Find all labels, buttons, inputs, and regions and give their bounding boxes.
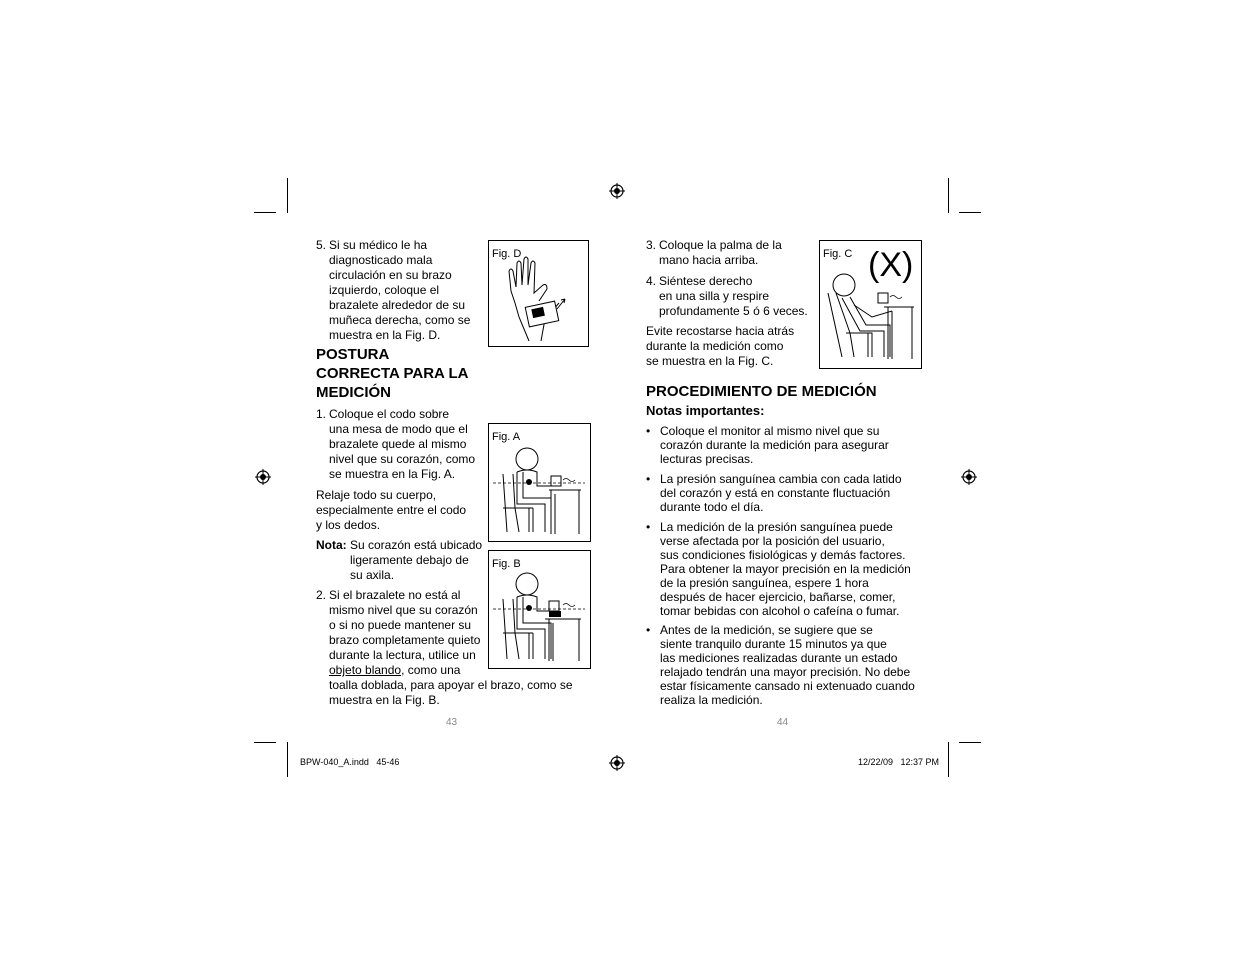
text-line: Siéntese derecho xyxy=(659,274,753,288)
text-line: mismo nivel que su corazón xyxy=(329,603,478,617)
text-line: estar físicamente cansado ni extenuado cuando xyxy=(660,679,915,693)
text-line: lecturas precisas. xyxy=(660,452,754,466)
heading-line: POSTURA xyxy=(316,346,390,363)
text-line: ligeramente debajo de xyxy=(350,553,469,567)
bullet-mark: • xyxy=(646,472,651,486)
text-line: Su corazón está ubicado xyxy=(350,538,483,552)
note-bullet xyxy=(646,472,926,514)
registration-mark-icon xyxy=(961,469,977,485)
figure-label: Fig. D xyxy=(492,248,522,260)
note-block xyxy=(316,538,491,583)
crop-mark xyxy=(948,178,949,213)
figure-d xyxy=(488,240,589,347)
crop-mark xyxy=(287,178,288,213)
text-line: especialmente entre el codo xyxy=(316,503,467,517)
text-line xyxy=(329,663,591,678)
bullet-text xyxy=(660,424,926,466)
crop-mark xyxy=(959,742,981,743)
text-line: muñeca derecha, como se xyxy=(329,313,471,327)
underlined-term: objeto blando xyxy=(329,663,402,677)
text-line: Coloque el codo sobre xyxy=(329,407,450,421)
figure-c xyxy=(819,240,922,369)
step-number: 5. xyxy=(316,238,327,252)
step-1 xyxy=(316,407,491,482)
text-line: Para obtener la mayor precisión en la medición xyxy=(660,562,911,576)
text-line: profundamente 5 ó 6 veces. xyxy=(659,304,808,318)
registration-mark-icon xyxy=(609,755,625,771)
text-line: muestra en la Fig. D. xyxy=(329,328,441,342)
step-text xyxy=(329,588,591,708)
step-text xyxy=(659,274,821,319)
heading-line: MEDICIÓN xyxy=(316,384,391,401)
text-line: La medición de la presión sanguínea puede xyxy=(660,520,893,534)
slug-file-name: BPW-040_A.indd 45-46 xyxy=(300,757,400,767)
figure-label: Fig. A xyxy=(492,431,521,443)
note-text xyxy=(350,538,491,583)
text-line: Antes de la medición, se sugiere que se xyxy=(660,623,873,637)
text-line: realiza la medición. xyxy=(660,693,763,707)
text-line: izquierdo, coloque el xyxy=(329,283,440,297)
text-line: Coloque la palma de la xyxy=(659,238,782,252)
text-line: Si el brazalete no está al xyxy=(329,588,461,602)
bullet-mark: • xyxy=(646,520,651,534)
text-line: se muestra en la Fig. C. xyxy=(646,354,774,368)
bullet-text xyxy=(660,623,926,707)
step-number: 4. xyxy=(646,274,657,288)
text-line: Relaje todo su cuerpo, xyxy=(316,488,437,502)
text-line: Coloque el monitor al mismo nivel que su xyxy=(660,424,880,438)
step-2 xyxy=(316,588,591,708)
bullet-text xyxy=(660,472,926,514)
figure-a xyxy=(488,423,591,542)
relax-paragraph xyxy=(316,488,491,533)
text-line: una mesa de modo que el xyxy=(329,422,468,436)
registration-mark-icon xyxy=(609,183,625,199)
text-line: de la presión sanguínea, espere 1 hora xyxy=(660,576,869,590)
text-line: verse afectada por la posición del usuario, xyxy=(660,534,885,548)
text-line: durante la medición como xyxy=(646,339,784,353)
slug-timestamp: 12/22/09 12:37 PM xyxy=(858,757,940,767)
text-line: durante todo el día. xyxy=(660,500,764,514)
page-number-left: 43 xyxy=(446,717,458,728)
text-line: toalla doblada, para apoyar el brazo, como se xyxy=(329,678,573,692)
subheading-important-notes: Notas importantes: xyxy=(646,403,765,418)
text-line: se muestra en la Fig. A. xyxy=(329,467,456,481)
step-number: 1. xyxy=(316,407,327,421)
text-line: del corazón y está en constante fluctuación xyxy=(660,486,891,500)
crop-mark xyxy=(959,212,981,213)
text-line: relajado tendrán una mayor precisión. No debe xyxy=(660,665,911,679)
note-label: Nota: xyxy=(316,538,347,552)
text-line: diagnosticado mala xyxy=(329,253,433,267)
text-line: en una silla y respire xyxy=(659,289,770,303)
figure-label: Fig. C xyxy=(823,248,853,260)
wrist-monitor-illustration xyxy=(489,241,588,346)
text-line: Evite recostarse hacia atrás xyxy=(646,324,795,338)
crop-mark xyxy=(254,212,276,213)
text-line: La presión sanguínea cambia con cada latido xyxy=(660,472,902,486)
text-line: su axila. xyxy=(350,568,395,582)
leaning-back-illustration xyxy=(820,241,921,368)
note-bullet xyxy=(646,424,926,466)
step-number: 2. xyxy=(316,588,327,602)
heading-line: CORRECTA PARA LA xyxy=(316,365,469,382)
registration-mark-icon xyxy=(255,469,271,485)
avoid-paragraph xyxy=(646,324,821,369)
note-bullet xyxy=(646,623,926,707)
text-line: nivel que su corazón, como xyxy=(329,452,476,466)
text-line: durante la lectura, utilice un xyxy=(329,648,476,662)
correct-posture-illustration xyxy=(489,424,590,541)
step-text xyxy=(659,238,816,268)
step-text xyxy=(329,238,486,343)
text-line: y los dedos. xyxy=(316,518,381,532)
text-line: sus condiciones fisiológicas y demás factores. xyxy=(660,548,906,562)
text-line: brazalete quede al mismo xyxy=(329,437,467,451)
text-line: tomar bebidas con alcohol o cafeína o fumar. xyxy=(660,604,900,618)
note-bullet xyxy=(646,520,926,618)
section-heading-posture xyxy=(316,345,496,402)
text-fragment: , como una xyxy=(401,663,461,677)
text-line: corazón durante la medición para asegurar xyxy=(660,438,889,452)
text-line: o si no puede mantener su xyxy=(329,618,472,632)
text-line: siente tranquilo durante 15 minutos ya que xyxy=(660,637,887,651)
step-4 xyxy=(646,274,821,319)
step-number: 3. xyxy=(646,238,657,252)
page-number-right: 44 xyxy=(777,717,789,728)
bullet-mark: • xyxy=(646,623,651,637)
incorrect-mark: (X) xyxy=(868,246,914,284)
text-line: circulación en su brazo xyxy=(329,268,452,282)
step-3 xyxy=(646,238,816,268)
text-line: después de hacer ejercicio, bañarse, comer, xyxy=(660,590,896,604)
crop-mark xyxy=(287,742,288,777)
text-line: brazo completamente quieto xyxy=(329,633,481,647)
text-line: Si su médico le ha xyxy=(329,238,428,252)
step-5 xyxy=(316,238,486,343)
figure-label: Fig. B xyxy=(492,558,521,570)
text-line: muestra en la Fig. B. xyxy=(329,693,440,707)
step-text xyxy=(329,407,491,482)
section-heading-procedure: PROCEDIMIENTO DE MEDICIÓN xyxy=(646,383,877,400)
bullet-text xyxy=(660,520,926,618)
text-line: mano hacia arriba. xyxy=(659,253,759,267)
text-line: las mediciones realizadas durante un estado xyxy=(660,651,898,665)
bullet-mark: • xyxy=(646,424,651,438)
crop-mark xyxy=(948,742,949,777)
text-line: brazalete alrededor de su xyxy=(329,298,466,312)
crop-mark xyxy=(254,742,276,743)
